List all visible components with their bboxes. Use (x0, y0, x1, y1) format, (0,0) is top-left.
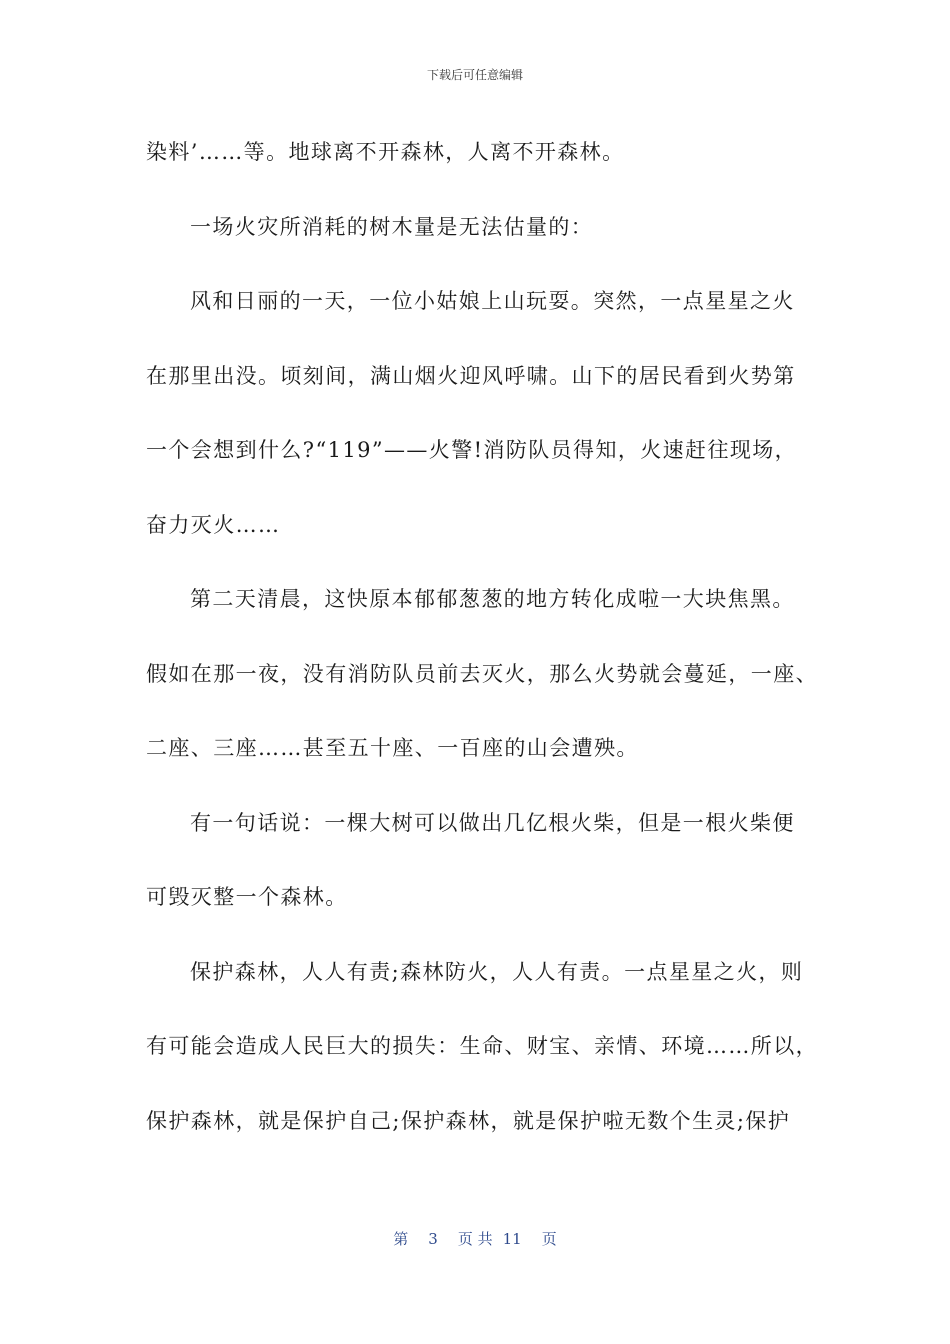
page-middle: 页 共 (457, 1230, 493, 1248)
document-body (146, 128, 816, 1171)
text-line: 有可能会造成人民巨大的损失：生命、财宝、亲情、环境……所以， (146, 1034, 818, 1058)
text-line: 可毁灭整一个森林。 (146, 885, 348, 909)
text-line: 奋力灭火…… (146, 512, 281, 537)
text-line: 假如在那一夜，没有消防队员前去灭火，那么火势就会蔓延，一座、 (146, 661, 818, 686)
page-header: 下载后可任意编辑 (426, 68, 523, 82)
text-line: 第二天清晨，这快原本郁郁葱葱的地方转化成啦一大块焦黑。 (190, 587, 795, 611)
page-prefix: 第 (393, 1230, 409, 1248)
page-footer (0, 1228, 950, 1249)
text-line: 在那里出没。顷刻间，满山烟火迎风呼啸。山下的居民看到火势第 (146, 363, 796, 388)
text-line: 一个会想到什么?“119”——火警!消防队员得知，火速赶往现场， (146, 438, 798, 462)
text-line: 二座、三座……甚至五十座、一百座的山会遭殃。 (146, 736, 639, 760)
text-line: 一场火灾所消耗的树木量是无法估量的： (190, 214, 594, 239)
text-line: 保护森林，人人有责;森林防火，人人有责。一点星星之火，则 (190, 959, 804, 984)
page-suffix: 页 (541, 1230, 557, 1248)
text-line: 保护森林，就是保护自己;保护森林，就是保护啦无数个生灵;保护 (146, 1108, 791, 1133)
text-line: 染料’……等。地球离不开森林，人离不开森林。 (146, 140, 625, 164)
page-number: 3 (428, 1230, 438, 1248)
text-line: 风和日丽的一天，一位小姑娘上山玩耍。突然，一点星星之火 (190, 289, 795, 313)
page-total: 11 (502, 1230, 522, 1248)
text-line: 有一句话说：一棵大树可以做出几亿根火柴，但是一根火柴便 (190, 810, 795, 835)
